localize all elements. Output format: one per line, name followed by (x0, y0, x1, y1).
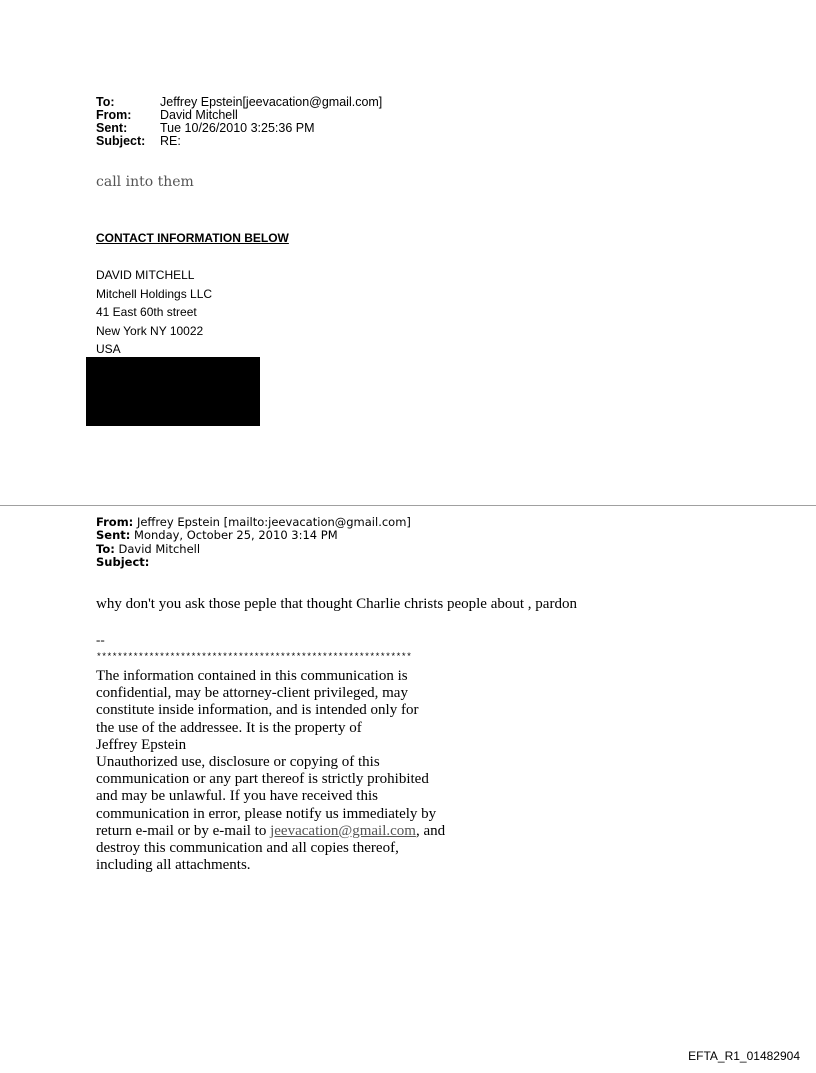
document-id: EFTA_R1_01482904 (688, 1049, 800, 1063)
quoted-subject-row (96, 556, 411, 569)
disclaimer-line: Jeffrey Epstein (96, 736, 187, 753)
disclaimer-line: Unauthorized use, disclosure or copying of this (96, 754, 380, 771)
quoted-header (96, 516, 411, 569)
disclaimer-link-prefix: return e-mail or by e-mail to (96, 822, 271, 839)
email-header (96, 96, 382, 148)
disclaimer-line: confidential, may be attorney-client privileged, may (96, 685, 408, 702)
header-to-row (96, 96, 382, 109)
to-value: Jeffrey Epstein[jeevacation@gmail.com] (160, 95, 383, 109)
contact-line: USA (96, 342, 121, 356)
disclaimer-line: communication in error, please notify us immediately by (96, 805, 437, 822)
quoted-from-row (96, 516, 411, 529)
disclaimer-line: the use of the addressee. It is the property of (96, 719, 362, 736)
contact-line: 41 East 60th street (96, 305, 197, 319)
redaction-block (86, 357, 260, 426)
disclaimer-line: constitute inside information, and is intended only for (96, 702, 419, 719)
contact-address (96, 266, 212, 359)
quoted-subject-label: Subject: (96, 554, 150, 569)
quoted-from-value: Jeffrey Epstein [mailto:jeevacation@gmail.com] (136, 515, 411, 529)
disclaimer-line: including all attachments. (96, 857, 251, 874)
from-label: From: (96, 108, 132, 122)
disclaimer-line: communication or any part thereof is strictly prohibited (96, 771, 429, 788)
disclaimer-line: destroy this communication and all copies thereof, (96, 840, 399, 857)
quoted-to-value: David Mitchell (118, 541, 201, 556)
reply-body: call into them (96, 174, 194, 190)
disclaimer-link-line (96, 823, 516, 840)
disclaimer-link-suffix: , and (415, 822, 446, 839)
quoted-sent-value: Monday, October 25, 2010 3:14 PM (134, 528, 338, 543)
quoted-sent-label: Sent: (96, 528, 131, 543)
email-link[interactable]: jeevacation@gmail.com (270, 822, 416, 839)
subject-value: RE: (160, 134, 181, 148)
sent-value: Tue 10/26/2010 3:25:36 PM (160, 121, 315, 135)
disclaimer-line: and may be unlawful. If you have received this (96, 788, 378, 805)
quoted-to-label: To: (96, 541, 115, 556)
signature-dash: -- (96, 632, 105, 647)
quoted-to-row (96, 543, 411, 556)
disclaimer-line: The information contained in this communication is (96, 668, 408, 684)
divider (0, 505, 816, 506)
contact-line: DAVID MITCHELL (96, 268, 195, 282)
quoted-sent-row (96, 529, 411, 542)
signature-stars: ************************************************************ (96, 651, 412, 662)
to-label: To: (96, 95, 115, 109)
quoted-body: why don't you ask those peple that thought Charlie christs people about , pardon (96, 596, 577, 612)
contact-heading: CONTACT INFORMATION BELOW (96, 231, 289, 245)
header-subject-row (96, 135, 382, 148)
quoted-from-label: From: (96, 515, 134, 529)
from-value: David Mitchell (160, 108, 238, 122)
subject-label: Subject: (96, 134, 146, 148)
contact-line: New York NY 10022 (96, 323, 204, 338)
sent-label: Sent: (96, 121, 128, 135)
contact-line: Mitchell Holdings LLC (96, 286, 213, 301)
disclaimer (96, 668, 516, 874)
